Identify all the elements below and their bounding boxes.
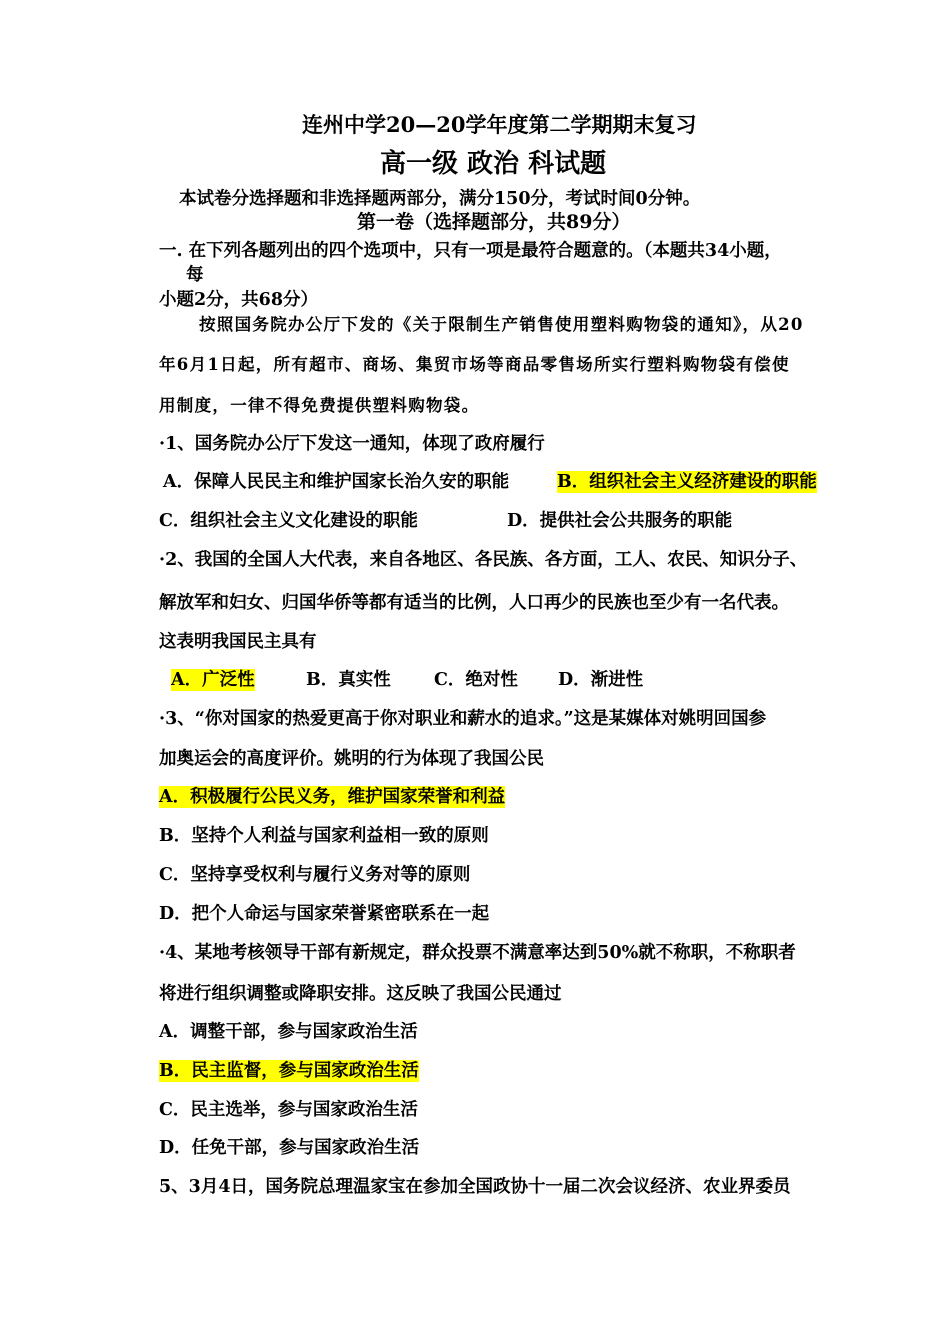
q2-stem-line-2: 解放军和妇女、归国华侨等都有适当的比例，人口再少的民族也至少有一名代表。 bbox=[159, 593, 789, 613]
q4-option-a: A．调整干部，参与国家政治生活 bbox=[159, 1022, 418, 1042]
q4-option-d: D．任免干部，参与国家政治生活 bbox=[159, 1138, 420, 1158]
passage-line-3: 用制度，一律不得免费提供塑料购物袋。 bbox=[159, 396, 480, 415]
q3-option-a-answer: A．积极履行公民义务，维护国家荣誉和利益 bbox=[159, 787, 506, 807]
exam-subtitle: 高一级 政治 科试题 bbox=[380, 149, 607, 179]
instruction-line-2: 每 bbox=[186, 265, 204, 285]
q1-option-c: C．组织社会主义文化建设的职能 bbox=[159, 511, 418, 531]
q1-option-a: A．保障人民民主和维护国家长治久安的职能 bbox=[163, 472, 510, 492]
passage-line-1: 按照国务院办公厅下发的《关于限制生产销售使用塑料购物袋的通知》，从20 bbox=[199, 315, 804, 334]
q2-stem-line-1: ·2、我国的全国人大代表，来自各地区、各民族、各方面，工人、农民、知识分子、 bbox=[159, 550, 808, 570]
q3-option-b: B．坚持个人利益与国家利益相一致的原则 bbox=[159, 826, 489, 846]
q1-option-b-answer: B．组织社会主义经济建设的职能 bbox=[557, 472, 817, 492]
q3-stem-line-2: 加奥运会的高度评价。姚明的行为体现了我国公民 bbox=[159, 749, 544, 769]
exam-title: 连州中学20—20学年度第二学期期末复习 bbox=[302, 112, 697, 137]
instruction-line-3: 小题2分，共68分） bbox=[159, 290, 319, 310]
volume-heading: 第一卷（选择题部分，共89分） bbox=[357, 211, 631, 233]
q5-stem-line-1: 5、3月4日，国务院总理温家宝在参加全国政协十一届二次会议经济、农业界委员 bbox=[159, 1177, 791, 1197]
instruction-line-1: 一. 在下列各题列出的四个选项中，只有一项是最符合题意的。（本题共34小题， bbox=[159, 241, 782, 261]
q1-stem: ·1、国务院办公厅下发这一通知，体现了政府履行 bbox=[159, 434, 545, 454]
q4-stem-line-2: 将进行组织调整或降职安排。这反映了我国公民通过 bbox=[159, 984, 562, 1004]
q4-stem-line-1: ·4、某地考核领导干部有新规定，群众投票不满意率达到50%就不称职，不称职者 bbox=[159, 943, 796, 963]
q2-option-c: C．绝对性 bbox=[434, 670, 518, 690]
q3-stem-line-1: ·3、“你对国家的热爱更高于你对职业和薪水的追求。”这是某媒体对姚明回国参 bbox=[159, 709, 767, 729]
q3-option-d: D．把个人命运与国家荣誉紧密联系在一起 bbox=[159, 904, 490, 924]
q2-stem-line-3: 这表明我国民主具有 bbox=[159, 632, 317, 652]
q2-option-d: D．渐进性 bbox=[558, 670, 644, 690]
exam-note: 本试卷分选择题和非选择题两部分，满分150分，考试时间0分钟。 bbox=[179, 189, 701, 209]
q2-option-b: B．真实性 bbox=[306, 670, 391, 690]
q1-option-d: D．提供社会公共服务的职能 bbox=[507, 511, 733, 531]
q3-option-c: C．坚持享受权利与履行义务对等的原则 bbox=[159, 865, 471, 885]
q2-option-a-answer: A．广泛性 bbox=[171, 670, 255, 690]
passage-line-2: 年6月1日起，所有超市、商场、集贸市场等商品零售场所实行塑料购物袋有偿使 bbox=[159, 355, 790, 374]
q4-option-b-answer: B．民主监督，参与国家政治生活 bbox=[159, 1061, 419, 1081]
q4-option-c: C．民主选举，参与国家政治生活 bbox=[159, 1100, 418, 1120]
